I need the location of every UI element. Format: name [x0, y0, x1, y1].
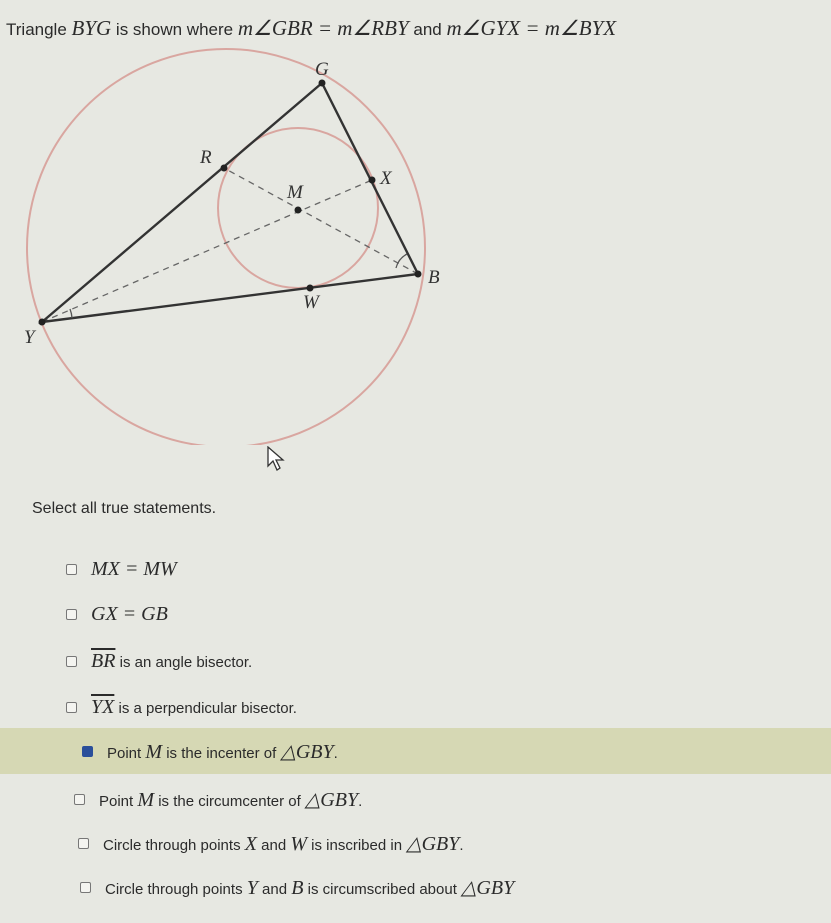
prompt-math-triangle: BYG [71, 16, 112, 40]
point-W [307, 285, 314, 292]
answer-math-segment: W [290, 832, 308, 855]
angle-mark-Y [70, 309, 72, 318]
answer-option-5[interactable] [0, 728, 831, 774]
answer-label [107, 739, 338, 764]
answer-checkbox[interactable] [66, 702, 77, 713]
instruction-text: Select all true statements. [32, 500, 217, 517]
answer-checkbox[interactable] [66, 656, 77, 667]
label-W: W [303, 292, 319, 313]
answer-math-segment: B [291, 876, 304, 899]
answer-math-segment: $\overline{YX}$ [91, 695, 115, 718]
answer-text-segment: Circle through points [105, 880, 247, 898]
answer-checkbox[interactable] [66, 564, 77, 575]
answer-checkbox[interactable] [80, 882, 91, 893]
answer-option-4[interactable] [0, 686, 831, 728]
answer-checkbox[interactable] [78, 838, 89, 849]
point-B [415, 271, 422, 278]
prompt-math-angle-eq-2: m∠GYX = m∠BYX [446, 16, 617, 40]
mouse-pointer-icon [266, 446, 286, 472]
point-G [319, 80, 326, 87]
label-B: B [428, 267, 440, 288]
answer-text-segment: Circle through points [103, 836, 245, 854]
answer-math-segment: △GBY [304, 788, 359, 811]
triangle-BYG [42, 83, 418, 322]
answer-text-segment: is inscribed in [307, 836, 407, 854]
answer-label [91, 558, 177, 581]
answer-text-segment: . [358, 792, 363, 810]
answer-option-7[interactable] [0, 822, 831, 864]
answer-text-segment: Point [99, 792, 138, 810]
label-G: G [315, 59, 329, 80]
answer-math-segment: $\overline{BR}$ [91, 649, 116, 672]
prompt-text-1: Triangle [6, 20, 72, 39]
answer-math-segment: M [137, 788, 155, 811]
answer-text-segment: Point [107, 744, 146, 762]
answer-option-1[interactable] [0, 548, 831, 590]
answer-label [103, 831, 464, 856]
answer-text-segment: is an angle bisector. [115, 653, 253, 671]
answer-math-segment: △GBY [280, 740, 334, 763]
label-Y: Y [24, 327, 35, 348]
answer-text-segment: is circumscribed about [303, 880, 462, 898]
prompt-math-angle-eq-1: m∠GBR = m∠RBY [237, 16, 409, 40]
answer-text-segment: . [459, 836, 464, 854]
answer-label [91, 650, 252, 673]
prompt-text-2: is shown where [111, 20, 238, 39]
answer-math-segment: △GBY [406, 832, 460, 855]
answer-text-segment: is the incenter of [162, 744, 281, 762]
point-Y [39, 319, 46, 326]
answer-math-segment: GX = GB [91, 602, 168, 625]
point-R [221, 165, 228, 172]
answer-option-2[interactable] [0, 593, 831, 635]
answer-text-segment: . [333, 744, 338, 762]
answer-text-segment: and [257, 880, 292, 898]
answer-text-segment: is a perpendicular bisector. [114, 699, 297, 717]
answer-label [99, 787, 362, 812]
geometry-figure [0, 45, 480, 445]
answer-math-segment: M [145, 740, 163, 763]
answer-math-segment: Y [246, 876, 258, 899]
label-M: M [287, 182, 303, 203]
answer-math-segment: X [244, 832, 257, 855]
answer-label [91, 603, 168, 626]
answer-option-8[interactable] [0, 866, 831, 908]
answer-label [91, 696, 297, 719]
answer-checkbox[interactable] [74, 794, 85, 805]
answer-math-segment: △GBY [461, 876, 515, 899]
angle-mark-B [396, 254, 407, 268]
label-X: X [380, 168, 392, 189]
answer-checkbox[interactable] [66, 609, 77, 620]
answer-text-segment: and [256, 836, 291, 854]
answer-math-segment: MX = MW [91, 557, 177, 580]
point-X [369, 177, 376, 184]
prompt-text-3: and [408, 20, 447, 39]
answer-option-3[interactable] [0, 640, 831, 682]
answer-label [105, 875, 514, 900]
answer-text-segment: is the circumcenter of [154, 792, 305, 810]
label-R: R [200, 147, 212, 168]
point-M [295, 207, 302, 214]
answer-checkbox[interactable] [82, 746, 93, 757]
answer-option-6[interactable] [0, 778, 831, 820]
problem-statement [6, 16, 616, 41]
circumcircle [27, 49, 425, 445]
